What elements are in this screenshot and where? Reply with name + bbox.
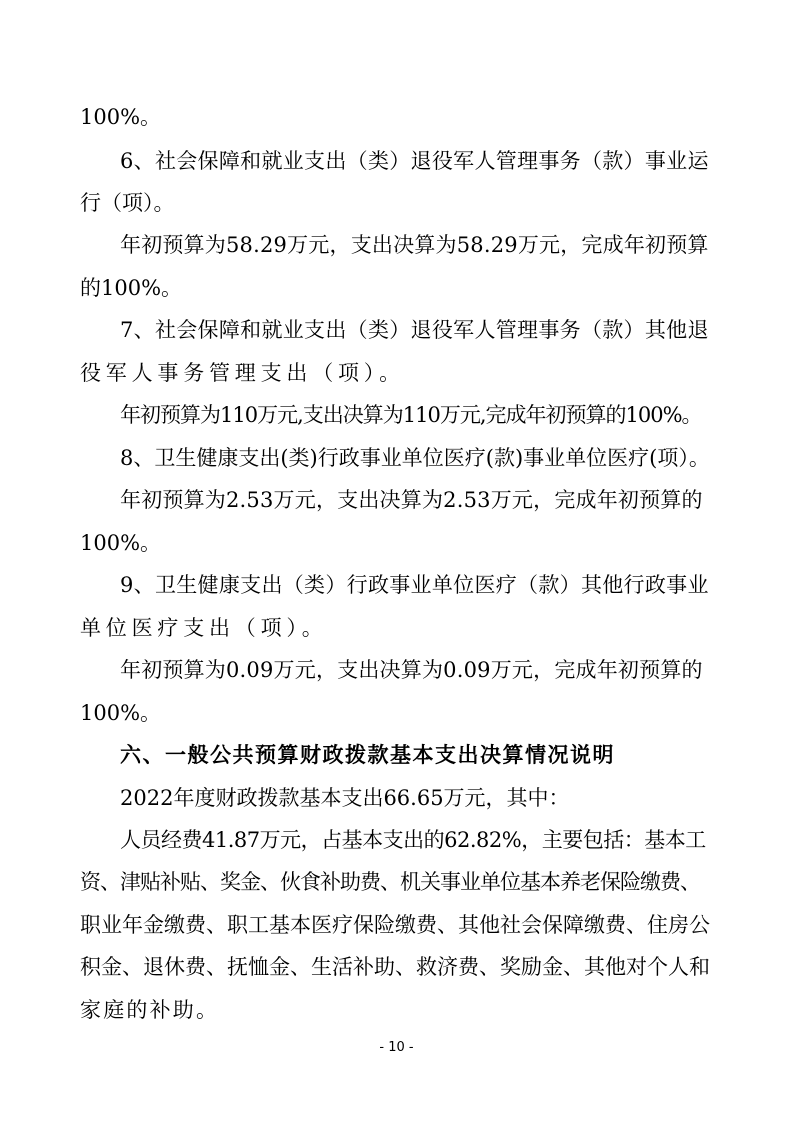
text-line: 役军人事务管理支出（项）。 [80, 361, 405, 385]
text-line: 积金、退休费、抚恤金、生活补助、救济费、奖励金、其他对个人和 [80, 955, 710, 979]
text-line: 6、社会保障和就业支出（类）退役军人管理事务（款）事业运 [120, 149, 709, 173]
text-line: 100%。 [80, 701, 162, 725]
text-line: 职业年金缴费、职工基本医疗保险缴费、其他社会保障缴费、住房公 [80, 913, 710, 937]
text-line: 年初预算为2.53万元，支出决算为2.53万元，完成年初预算的 [120, 488, 703, 512]
text-line: 年初预算为0.09万元，支出决算为0.09万元，完成年初预算的 [120, 658, 703, 682]
text-line: 年初预算为58.29万元，支出决算为58.29万元，完成年初预算 [120, 233, 709, 257]
text-line: 单位医疗支出（项）。 [80, 616, 328, 640]
text-line: 100%。 [80, 531, 162, 555]
text-line: 资、津贴补贴、奖金、伙食补助费、机关事业单位基本养老保险缴费、 [80, 870, 700, 894]
text-line: 9、卫生健康支出（类）行政事业单位医疗（款）其他行政事业 [120, 573, 709, 597]
section-heading: 六、一般公共预算财政拨款基本支出决算情况说明 [120, 742, 615, 767]
text-line: 家庭的补助。 [80, 998, 220, 1022]
text-line: 100%。 [80, 105, 162, 129]
page-number: - 10 - [379, 1040, 414, 1055]
text-line: 年初预算为110万元,支出决算为110万元,完成年初预算的100%。 [120, 403, 702, 427]
text-line: 7、社会保障和就业支出（类）退役军人管理事务（款）其他退 [120, 318, 709, 342]
text-line: 的100%。 [80, 276, 183, 300]
text-line: 行（项）。 [80, 191, 175, 215]
text-line: 8、卫生健康支出(类)行政事业单位医疗(款)事业单位医疗(项）。 [120, 446, 710, 470]
text-line: 2022年度财政拨款基本支出66.65万元，其中： [120, 786, 570, 810]
text-line: 人员经费41.87万元，占基本支出的62.82%，主要包括：基本工 [120, 828, 706, 852]
